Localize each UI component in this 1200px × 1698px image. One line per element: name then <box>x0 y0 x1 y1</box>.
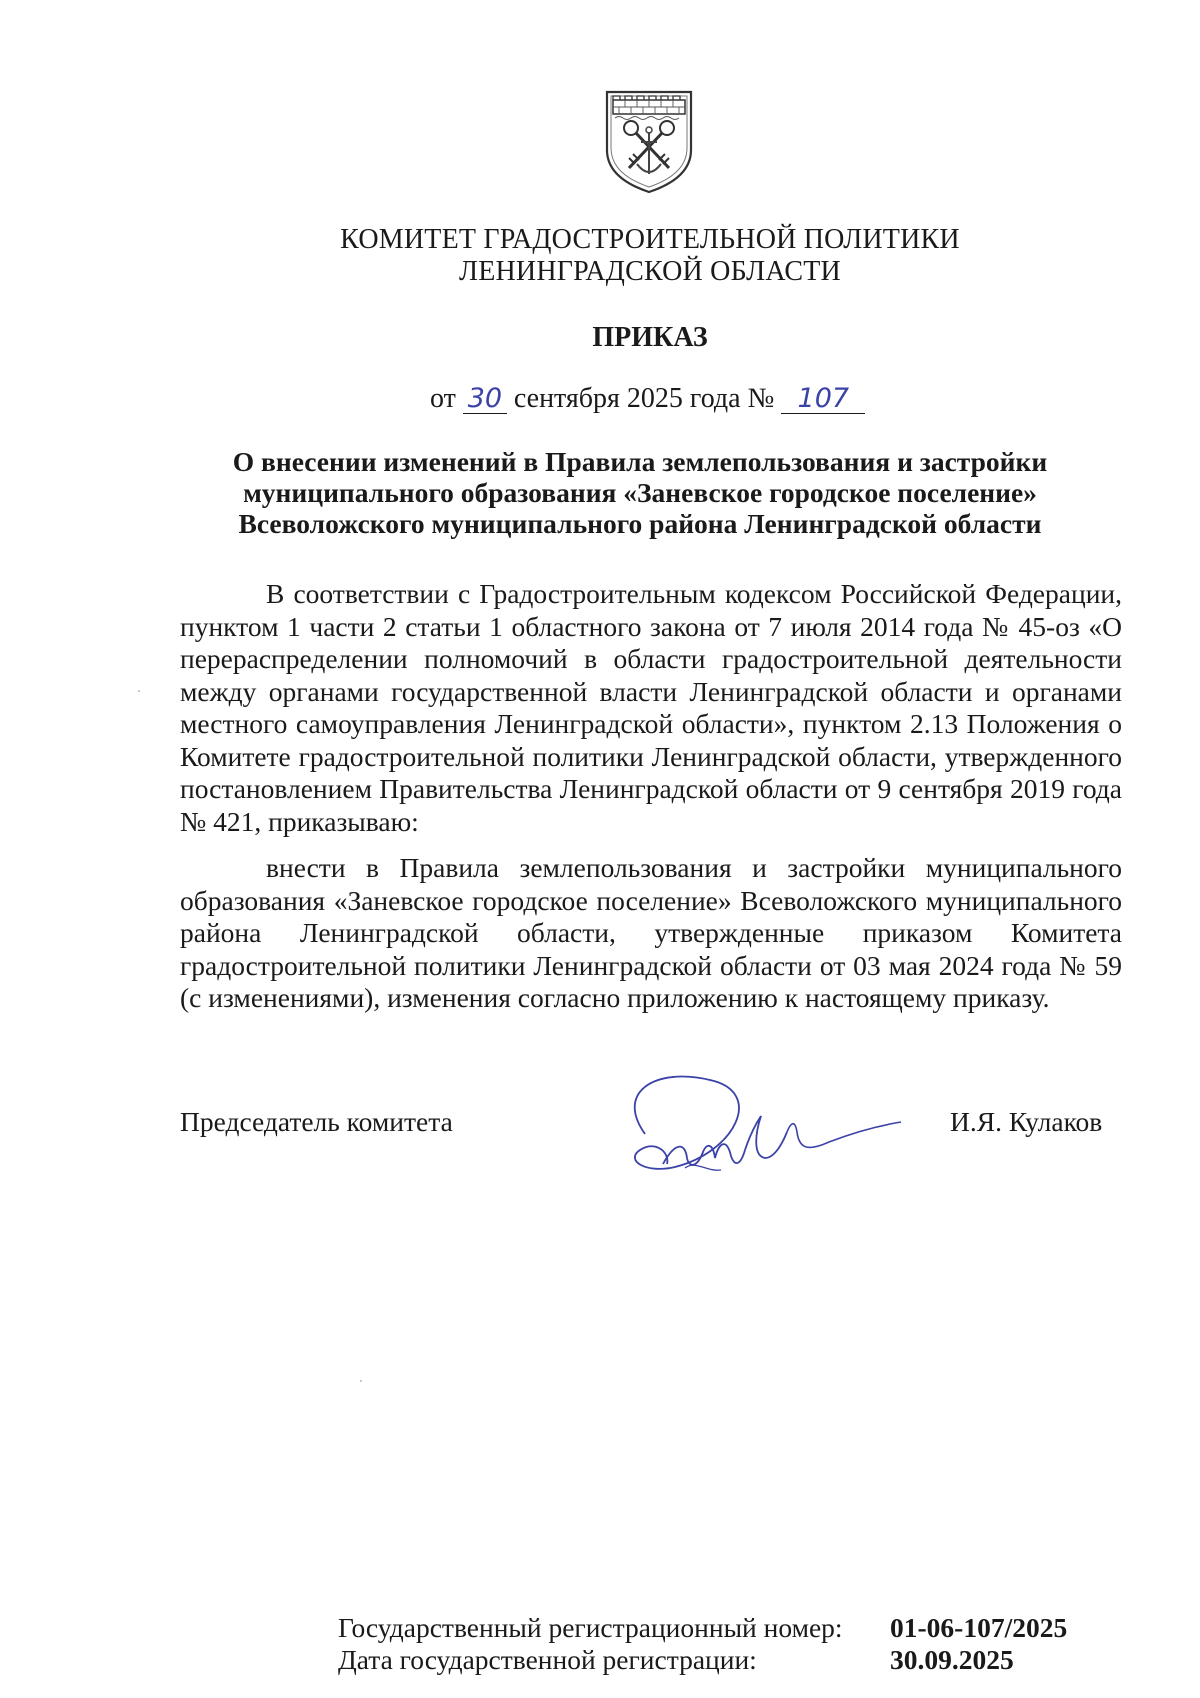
body-paragraph-basis: В соответствии с Градостроительным кодексом Российской Федерации, пунктом 1 части 2 статьи 1 областного закона от 7 июля 2014 года № 45-оз «О перераспределении полномочий в области градостроительной деятельности между органами государственной власти Ленинградской области и органами местного самоуправления Ленинградской области», пунктом 2.13 Положения о Комитете градостроительной политики Ленинградской области, утвержденного постановлением Правительства Ленинградской области от 9 сентября 2019 года № 421, приказываю: <box>180 578 1122 837</box>
body-paragraph-order: внести в Правила землепользования и застройки муниципального образования «Заневское городское поселение» Всеволожского муниципального района Ленинградской области, утвержденные приказом Комитета градостроительной политики Ленинградской области от 03 мая 2024 года № 59 (с изменениями), изменения согласно приложению к настоящему приказу. <box>180 852 1122 1013</box>
registration-date-label: Дата государственной регистрации: <box>338 1644 757 1675</box>
subject-line1: О внесении изменений в Правила землепользования и застройки <box>232 446 1048 477</box>
signer-name: И.Я. Кулаков <box>950 1106 1103 1137</box>
order-subject <box>200 446 1080 539</box>
date-day-handwritten: 30 <box>463 385 507 414</box>
registration-date-value: 30.09.2025 <box>890 1644 1014 1675</box>
registration-number-value: 01-06-107/2025 <box>890 1612 1068 1643</box>
order-number-handwritten: 107 <box>781 385 865 414</box>
signer-position: Председатель комитета <box>180 1106 453 1137</box>
registration-number-label: Государственный регистрационный номер: <box>338 1612 843 1643</box>
registration-date-row <box>338 1644 1014 1676</box>
subject-line3: Всеволожского муниципального района Ленинградской области <box>238 508 1042 539</box>
organization-name-line1: КОМИТЕТ ГРАДОСТРОИТЕЛЬНОЙ ПОЛИТИКИ <box>340 224 960 255</box>
registration-number-row <box>338 1612 1068 1644</box>
order-date-line <box>430 383 865 415</box>
coat-of-arms-emblem <box>603 88 695 196</box>
scan-speck <box>138 690 140 692</box>
date-prefix: от <box>430 383 456 414</box>
document-type-title: ПРИКАЗ <box>592 322 708 353</box>
organization-name-line2: ЛЕНИНГРАДСКОЙ ОБЛАСТИ <box>459 256 841 287</box>
scan-speck <box>360 1380 362 1382</box>
subject-line2: муниципального образования «Заневское городское поселение» <box>243 477 1037 508</box>
handwritten-signature <box>615 1072 905 1182</box>
date-month-year: сентября 2025 года № <box>513 383 775 414</box>
